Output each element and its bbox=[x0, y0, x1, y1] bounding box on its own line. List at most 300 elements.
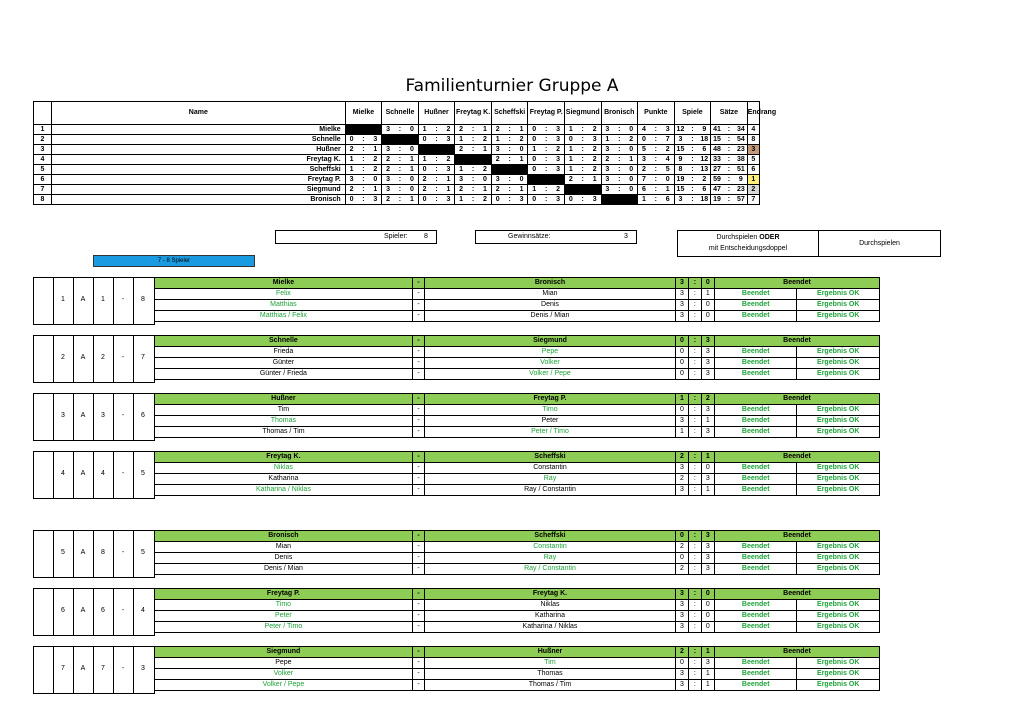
away-player: Thomas bbox=[425, 669, 676, 680]
score-colon: : bbox=[689, 474, 701, 485]
game-score-away: 0 bbox=[701, 463, 714, 474]
result-left: 1 bbox=[564, 125, 576, 135]
home-player: Pepe bbox=[155, 658, 413, 669]
result-right: 0 bbox=[625, 145, 637, 155]
result-colon: : bbox=[540, 155, 552, 165]
result-left: 3 bbox=[601, 145, 613, 155]
punkte-colon: : bbox=[650, 135, 662, 145]
result-right: 1 bbox=[516, 125, 528, 135]
result-colon: : bbox=[577, 135, 589, 145]
result-colon: : bbox=[357, 195, 369, 205]
game-score-home: 0 bbox=[675, 358, 688, 369]
game-row bbox=[155, 680, 880, 691]
result-right: 1 bbox=[406, 165, 418, 175]
game-row bbox=[155, 622, 880, 633]
game-score-home: 3 bbox=[675, 680, 688, 691]
vs-dash: - bbox=[412, 300, 424, 311]
home-team: Schnelle bbox=[155, 336, 413, 347]
result-colon: : bbox=[540, 145, 552, 155]
punkte-colon: : bbox=[650, 165, 662, 175]
game-score-away: 3 bbox=[701, 542, 714, 553]
header-saetze: Sätze bbox=[711, 102, 748, 125]
game-score-away: 3 bbox=[701, 553, 714, 564]
spiele-colon: : bbox=[686, 125, 698, 135]
game-status: Beendet bbox=[714, 622, 797, 633]
result-left: 3 bbox=[491, 145, 503, 155]
away-player: Ray bbox=[425, 553, 676, 564]
game-score-away: 3 bbox=[701, 658, 714, 669]
spiele-colon: : bbox=[686, 185, 698, 195]
result-right: 0 bbox=[625, 165, 637, 175]
result-left: 0 bbox=[528, 165, 540, 175]
home-team: Freytag K. bbox=[155, 452, 413, 463]
home-team: Mielke bbox=[155, 278, 413, 289]
result-left: 1 bbox=[345, 165, 357, 175]
punkte-colon: : bbox=[650, 125, 662, 135]
game-row bbox=[155, 311, 880, 322]
game-row bbox=[155, 564, 880, 575]
match-table bbox=[154, 277, 880, 322]
away-player: Katharina bbox=[425, 611, 676, 622]
result-right: 2 bbox=[589, 125, 601, 135]
punkte-left: 1 bbox=[638, 195, 650, 205]
match-index: - bbox=[121, 607, 125, 614]
match-block bbox=[33, 393, 880, 441]
home-player: Frieda bbox=[155, 347, 413, 358]
header-player: Freytag P. bbox=[528, 102, 565, 125]
endrang: 4 bbox=[747, 125, 759, 135]
result-left: 0 bbox=[418, 195, 430, 205]
away-player: Constantin bbox=[425, 463, 676, 474]
match-status: Beendet bbox=[714, 589, 879, 600]
game-status: Beendet bbox=[714, 416, 797, 427]
result-colon: : bbox=[577, 195, 589, 205]
score-colon: : bbox=[689, 394, 701, 405]
spiele-right: 6 bbox=[698, 185, 710, 195]
winsets-value[interactable]: 3 bbox=[624, 233, 628, 240]
row-name: Hußner bbox=[51, 145, 345, 155]
game-row bbox=[155, 542, 880, 553]
players-label: Spieler: bbox=[384, 233, 408, 240]
team-score-away: 3 bbox=[701, 336, 714, 347]
punkte-left: 7 bbox=[638, 175, 650, 185]
page-title: Familienturnier Gruppe A bbox=[405, 76, 619, 96]
score-colon: : bbox=[689, 347, 701, 358]
game-score-away: 0 bbox=[701, 622, 714, 633]
matrix-row bbox=[34, 155, 963, 165]
result-left: 1 bbox=[418, 155, 430, 165]
result-colon: : bbox=[577, 175, 589, 185]
match-block bbox=[33, 277, 880, 325]
score-colon: : bbox=[689, 622, 701, 633]
header-player: Scheffski bbox=[491, 102, 528, 125]
game-status: Beendet bbox=[714, 680, 797, 691]
result-right: 2 bbox=[552, 145, 564, 155]
result-right: 0 bbox=[406, 185, 418, 195]
home-player: Peter bbox=[155, 611, 413, 622]
header-player: Bronisch bbox=[601, 102, 638, 125]
vs-dash: - bbox=[412, 369, 424, 380]
vs-dash: - bbox=[412, 564, 424, 575]
result-right: 1 bbox=[370, 185, 382, 195]
result-right: 0 bbox=[370, 175, 382, 185]
score-colon: : bbox=[689, 452, 701, 463]
punkte-right: 1 bbox=[662, 185, 674, 195]
match-index: 1 bbox=[61, 296, 65, 303]
home-player: Timo bbox=[155, 600, 413, 611]
away-team: Freytag K. bbox=[425, 589, 676, 600]
result-right: 2 bbox=[516, 135, 528, 145]
result-right: 3 bbox=[589, 195, 601, 205]
saetze-right: 54 bbox=[735, 135, 747, 145]
game-score-away: 3 bbox=[701, 369, 714, 380]
punkte-colon: : bbox=[650, 185, 662, 195]
home-team: Siegmund bbox=[155, 647, 413, 658]
game-score-away: 3 bbox=[701, 427, 714, 438]
score-colon: : bbox=[689, 369, 701, 380]
result-check: Ergebnis OK bbox=[797, 474, 880, 485]
result-check: Ergebnis OK bbox=[797, 485, 880, 496]
game-score-home: 3 bbox=[675, 416, 688, 427]
saetze-right: 34 bbox=[735, 125, 747, 135]
result-left: 3 bbox=[382, 125, 394, 135]
match-block bbox=[33, 335, 880, 383]
result-right: 0 bbox=[479, 175, 491, 185]
vs-dash: - bbox=[412, 474, 424, 485]
score-colon: : bbox=[689, 600, 701, 611]
result-left: 0 bbox=[528, 155, 540, 165]
game-score-away: 0 bbox=[701, 611, 714, 622]
saetze-colon: : bbox=[723, 195, 735, 205]
match-index: 6 bbox=[101, 607, 105, 614]
result-check: Ergebnis OK bbox=[797, 289, 880, 300]
result-right: 3 bbox=[552, 135, 564, 145]
match-index: A bbox=[80, 354, 86, 361]
vs-dash: - bbox=[412, 669, 424, 680]
match-status: Beendet bbox=[714, 394, 879, 405]
away-player: Peter bbox=[425, 416, 676, 427]
result-right: 2 bbox=[552, 185, 564, 195]
team-score-away: 3 bbox=[701, 531, 714, 542]
spiele-colon: : bbox=[686, 175, 698, 185]
result-colon: : bbox=[540, 125, 552, 135]
punkte-right: 6 bbox=[662, 195, 674, 205]
self-cell bbox=[528, 175, 565, 185]
result-colon: : bbox=[504, 185, 516, 195]
home-player: Denis / Mian bbox=[155, 564, 413, 575]
match-index: 7 bbox=[101, 665, 105, 672]
result-colon: : bbox=[577, 145, 589, 155]
result-check: Ergebnis OK bbox=[797, 300, 880, 311]
game-row bbox=[155, 553, 880, 564]
result-left: 3 bbox=[601, 175, 613, 185]
vs-dash: - bbox=[412, 289, 424, 300]
spiele-left: 19 bbox=[674, 175, 686, 185]
result-colon: : bbox=[394, 155, 406, 165]
result-right: 3 bbox=[552, 125, 564, 135]
result-colon: : bbox=[504, 135, 516, 145]
vs-dash: - bbox=[412, 358, 424, 369]
match-index: A bbox=[80, 549, 86, 556]
results-matrix bbox=[33, 101, 963, 205]
row-nr: 5 bbox=[34, 165, 52, 175]
result-right: 2 bbox=[479, 165, 491, 175]
result-left: 0 bbox=[345, 195, 357, 205]
result-check: Ergebnis OK bbox=[797, 553, 880, 564]
result-left: 0 bbox=[564, 195, 576, 205]
vs-dash: - bbox=[412, 531, 424, 542]
vs-dash: - bbox=[412, 416, 424, 427]
endrang: 1 bbox=[747, 175, 759, 185]
punkte-colon: : bbox=[650, 175, 662, 185]
game-row bbox=[155, 611, 880, 622]
result-left: 0 bbox=[418, 135, 430, 145]
home-player: Günter / Frieda bbox=[155, 369, 413, 380]
result-colon: : bbox=[430, 175, 442, 185]
match-index: 3 bbox=[61, 412, 65, 419]
saetze-colon: : bbox=[723, 145, 735, 155]
score-colon: : bbox=[689, 485, 701, 496]
row-nr: 3 bbox=[34, 145, 52, 155]
away-player: Ray bbox=[425, 474, 676, 485]
match-block bbox=[33, 588, 880, 636]
endrang: 2 bbox=[747, 185, 759, 195]
saetze-right: 38 bbox=[735, 155, 747, 165]
vs-dash: - bbox=[412, 611, 424, 622]
result-check: Ergebnis OK bbox=[797, 658, 880, 669]
punkte-colon: : bbox=[650, 155, 662, 165]
home-team: Hußner bbox=[155, 394, 413, 405]
result-check: Ergebnis OK bbox=[797, 611, 880, 622]
result-right: 3 bbox=[370, 195, 382, 205]
match-table bbox=[154, 588, 880, 633]
home-player: Mian bbox=[155, 542, 413, 553]
spiele-right: 18 bbox=[698, 135, 710, 145]
result-left: 2 bbox=[382, 165, 394, 175]
match-index: 8 bbox=[141, 296, 145, 303]
result-colon: : bbox=[394, 165, 406, 175]
match-block bbox=[33, 646, 880, 694]
home-player: Niklas bbox=[155, 463, 413, 474]
result-left: 2 bbox=[418, 175, 430, 185]
result-colon: : bbox=[504, 145, 516, 155]
result-check: Ergebnis OK bbox=[797, 564, 880, 575]
game-row bbox=[155, 358, 880, 369]
game-score-home: 3 bbox=[675, 600, 688, 611]
away-player: Katharina / Niklas bbox=[425, 622, 676, 633]
game-row bbox=[155, 485, 880, 496]
game-status: Beendet bbox=[714, 405, 797, 416]
matrix-row bbox=[34, 135, 963, 145]
punkte-right: 7 bbox=[662, 135, 674, 145]
game-score-away: 3 bbox=[701, 358, 714, 369]
result-left: 3 bbox=[601, 185, 613, 195]
saetze-right: 23 bbox=[735, 185, 747, 195]
spiele-left: 3 bbox=[674, 195, 686, 205]
punkte-left: 5 bbox=[638, 145, 650, 155]
result-right: 2 bbox=[625, 135, 637, 145]
players-value[interactable]: 8 bbox=[424, 233, 428, 240]
self-cell bbox=[601, 195, 638, 205]
saetze-left: 48 bbox=[711, 145, 723, 155]
winsets-label: Gewinnsätze: bbox=[508, 233, 551, 240]
match-status: Beendet bbox=[714, 531, 879, 542]
mode-option-right[interactable]: Durchspielen bbox=[818, 230, 941, 257]
result-colon: : bbox=[467, 185, 479, 195]
match-block bbox=[33, 451, 880, 499]
player-count-bar: 7 - 8 Spieler bbox=[93, 255, 255, 267]
result-colon: : bbox=[394, 125, 406, 135]
punkte-right: 4 bbox=[662, 155, 674, 165]
match-index: - bbox=[121, 354, 125, 361]
away-player: Constantin bbox=[425, 542, 676, 553]
match-status: Beendet bbox=[714, 336, 879, 347]
winsets-setting[interactable] bbox=[475, 230, 637, 244]
result-right: 0 bbox=[625, 185, 637, 195]
saetze-right: 57 bbox=[735, 195, 747, 205]
spiele-left: 15 bbox=[674, 185, 686, 195]
vs-dash: - bbox=[412, 311, 424, 322]
home-player: Felix bbox=[155, 289, 413, 300]
game-score-away: 1 bbox=[701, 416, 714, 427]
endrang: 3 bbox=[747, 145, 759, 155]
away-player: Thomas / Tim bbox=[425, 680, 676, 691]
result-left: 2 bbox=[491, 185, 503, 195]
self-cell bbox=[418, 145, 455, 155]
self-cell bbox=[345, 125, 382, 135]
score-colon: : bbox=[689, 463, 701, 474]
result-right: 1 bbox=[443, 185, 455, 195]
result-right: 1 bbox=[516, 185, 528, 195]
away-team: Freytag P. bbox=[425, 394, 676, 405]
team-score-home: 3 bbox=[675, 589, 688, 600]
team-score-away: 0 bbox=[701, 589, 714, 600]
spiele-right: 12 bbox=[698, 155, 710, 165]
result-left: 3 bbox=[601, 125, 613, 135]
result-colon: : bbox=[540, 165, 552, 175]
punkte-colon: : bbox=[650, 145, 662, 155]
result-right: 0 bbox=[625, 175, 637, 185]
spiele-left: 15 bbox=[674, 145, 686, 155]
mode-option-left[interactable]: Durchspielen ODER mit Entscheidungsdoppel bbox=[677, 230, 819, 257]
vs-dash: - bbox=[412, 680, 424, 691]
home-player: Volker bbox=[155, 669, 413, 680]
game-score-away: 0 bbox=[701, 300, 714, 311]
match-index: 5 bbox=[141, 549, 145, 556]
self-cell bbox=[491, 165, 528, 175]
game-status: Beendet bbox=[714, 542, 797, 553]
score-colon: : bbox=[689, 278, 701, 289]
result-right: 3 bbox=[552, 165, 564, 175]
home-player: Günter bbox=[155, 358, 413, 369]
result-colon: : bbox=[613, 125, 625, 135]
game-score-home: 3 bbox=[675, 311, 688, 322]
result-left: 0 bbox=[528, 125, 540, 135]
spiele-right: 9 bbox=[698, 125, 710, 135]
header-player: Hußner bbox=[418, 102, 455, 125]
game-score-home: 0 bbox=[675, 347, 688, 358]
match-index: 7 bbox=[61, 665, 65, 672]
spiele-colon: : bbox=[686, 195, 698, 205]
game-score-home: 3 bbox=[675, 669, 688, 680]
match-index: 5 bbox=[61, 549, 65, 556]
result-check: Ergebnis OK bbox=[797, 405, 880, 416]
result-right: 3 bbox=[443, 195, 455, 205]
home-player: Katharina / Niklas bbox=[155, 485, 413, 496]
result-right: 3 bbox=[370, 135, 382, 145]
result-left: 2 bbox=[345, 185, 357, 195]
game-status: Beendet bbox=[714, 611, 797, 622]
vs-dash: - bbox=[412, 600, 424, 611]
game-score-home: 0 bbox=[675, 658, 688, 669]
result-colon: : bbox=[540, 195, 552, 205]
result-left: 2 bbox=[455, 125, 467, 135]
home-player: Matthias / Felix bbox=[155, 311, 413, 322]
result-colon: : bbox=[357, 175, 369, 185]
score-colon: : bbox=[689, 658, 701, 669]
result-colon: : bbox=[357, 165, 369, 175]
score-colon: : bbox=[689, 564, 701, 575]
result-colon: : bbox=[430, 135, 442, 145]
result-right: 1 bbox=[406, 195, 418, 205]
saetze-left: 59 bbox=[711, 175, 723, 185]
away-player: Niklas bbox=[425, 600, 676, 611]
result-left: 0 bbox=[528, 135, 540, 145]
result-left: 1 bbox=[564, 155, 576, 165]
result-right: 1 bbox=[589, 175, 601, 185]
vs-dash: - bbox=[412, 553, 424, 564]
spiele-colon: : bbox=[686, 135, 698, 145]
header-player: Siegmund bbox=[564, 102, 601, 125]
result-left: 3 bbox=[601, 165, 613, 175]
result-colon: : bbox=[430, 155, 442, 165]
score-colon: : bbox=[689, 542, 701, 553]
game-row bbox=[155, 658, 880, 669]
game-score-home: 3 bbox=[675, 300, 688, 311]
home-player: Katharina bbox=[155, 474, 413, 485]
players-setting[interactable] bbox=[275, 230, 437, 244]
away-player: Ray / Constantin bbox=[425, 564, 676, 575]
game-score-away: 0 bbox=[701, 600, 714, 611]
result-colon: : bbox=[613, 145, 625, 155]
result-colon: : bbox=[467, 165, 479, 175]
vs-dash: - bbox=[412, 463, 424, 474]
away-team: Scheffski bbox=[425, 452, 676, 463]
result-left: 1 bbox=[528, 145, 540, 155]
match-index: 8 bbox=[101, 549, 105, 556]
punkte-left: 2 bbox=[638, 165, 650, 175]
result-left: 3 bbox=[491, 175, 503, 185]
row-name: Freytag K. bbox=[51, 155, 345, 165]
away-player: Denis bbox=[425, 300, 676, 311]
game-status: Beendet bbox=[714, 427, 797, 438]
result-right: 3 bbox=[443, 135, 455, 145]
result-left: 1 bbox=[564, 145, 576, 155]
score-colon: : bbox=[689, 289, 701, 300]
vs-dash: - bbox=[412, 542, 424, 553]
header-punkte: Punkte bbox=[638, 102, 675, 125]
matrix-row bbox=[34, 125, 963, 135]
result-colon: : bbox=[357, 135, 369, 145]
result-colon: : bbox=[467, 145, 479, 155]
score-colon: : bbox=[689, 531, 701, 542]
game-row bbox=[155, 369, 880, 380]
team-score-home: 0 bbox=[675, 336, 688, 347]
match-index: - bbox=[121, 296, 125, 303]
result-right: 1 bbox=[370, 145, 382, 155]
row-name: Freytag P. bbox=[51, 175, 345, 185]
game-status: Beendet bbox=[714, 347, 797, 358]
